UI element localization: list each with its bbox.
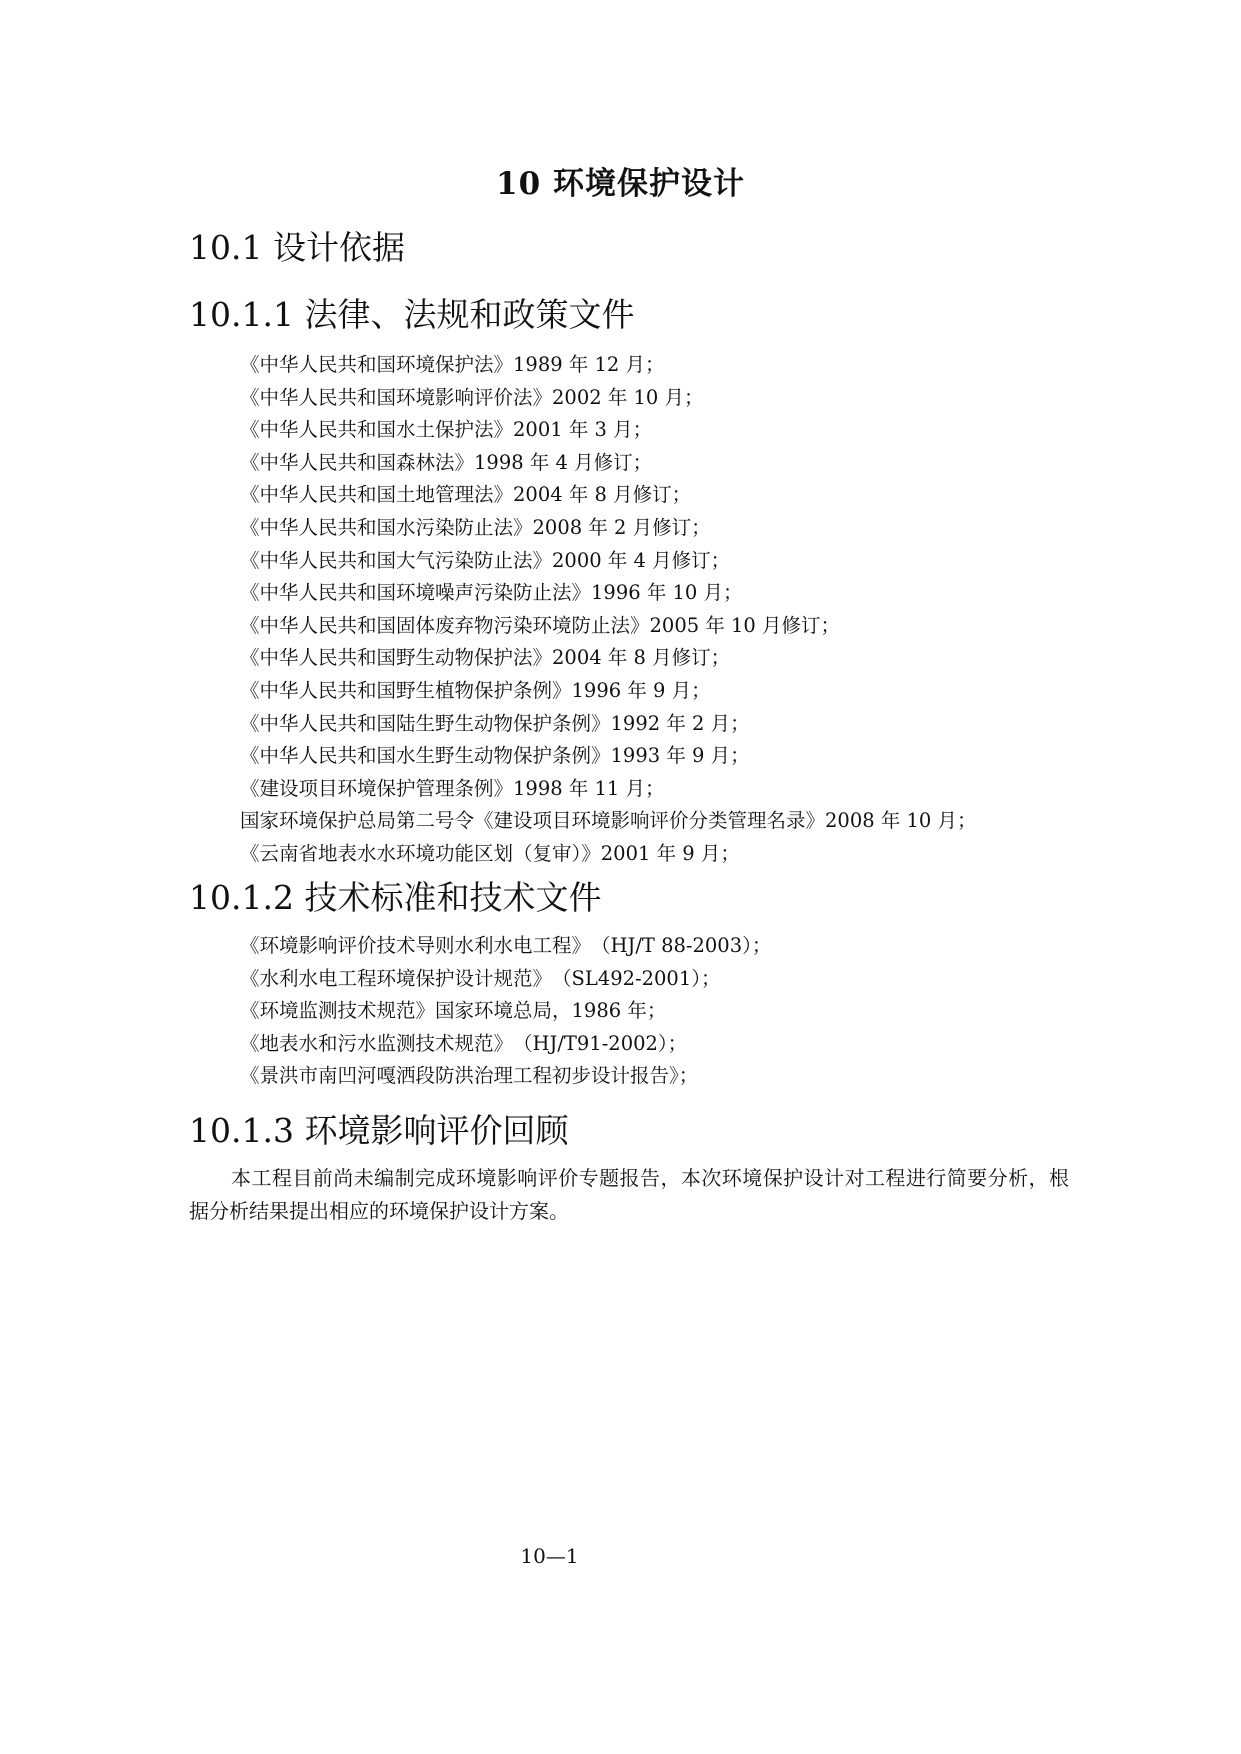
list-item: 《中华人民共和国水生野生动物保护条例》1993 年 9 月； [240,744,750,768]
list-item: 《中华人民共和国大气污染防止法》2000 年 4 月修订； [240,548,731,572]
list-item: 《地表水和污水监测技术规范》 （HJ/T91-2002）； [240,1031,688,1055]
section-heading-eia-review: 10.1.3 环境影响评价回顾 [189,1111,569,1150]
list-item: 《中华人民共和国森林法》1998 年 4 月修订； [240,450,653,474]
standards-list [240,930,771,1093]
list-item: 《中华人民共和国固体废弃物污染环境防止法》2005 年 10 月修订； [240,613,841,637]
review-paragraph: 本工程目前尚未编制完成环境影响评价专题报告，本次环境保护设计对工程进行简要分析，根据分析结果提出相应的环境保护设计方案。 [189,1166,1069,1223]
list-item: 《中华人民共和国野生植物保护条例》1996 年 9 月； [240,678,711,702]
list-item: 《水利水电工程环境保护设计规范》 （SL492-2001）； [240,966,721,990]
list-item: 《环境监测技术规范》国家环境总局，1986 年； [240,999,667,1023]
list-item: 《中华人民共和国土地管理法》2004 年 8 月修订； [240,483,692,507]
list-item: 《环境影响评价技术导则水利水电工程》 （HJ/T 88-2003）； [240,934,772,957]
list-item: 《云南省地表水水环境功能区划（复审）》2001 年 9 月； [240,841,740,865]
section-heading-technical-standards: 10.1.2 技术标准和技术文件 [189,878,602,917]
list-item: 《中华人民共和国环境影响评价法》2002 年 10 月； [240,385,704,409]
laws-list [240,349,977,871]
list-item: 国家环境保护总局第二号令《建设项目环境影响评价分类管理名录》2008 年 10 月； [240,809,977,833]
list-item: 《中华人民共和国水污染防止法》2008 年 2 月修订； [240,515,711,539]
section-heading-laws-regulations: 10.1.1 法律、法规和政策文件 [189,295,635,334]
chapter-title: 10 环境保护设计 [496,166,745,202]
section-heading-design-basis: 10.1 设计依据 [189,228,405,267]
list-item: 《中华人民共和国野生动物保护法》2004 年 8 月修订； [240,646,731,670]
list-item: 《中华人民共和国环境保护法》1989 年 12 月； [240,353,665,376]
list-item: 《建设项目环境保护管理条例》1998 年 11 月； [240,776,665,800]
page-number: 10—1 [520,1544,579,1568]
list-item: 《中华人民共和国水土保护法》2001 年 3 月； [240,418,653,442]
list-item: 《中华人民共和国陆生野生动物保护条例》1992 年 2 月； [240,711,750,735]
list-item: 《中华人民共和国环境噪声污染防止法》1996 年 10 月； [240,581,743,605]
list-item: 《景洪市南凹河嘎洒段防洪治理工程初步设计报告》； [240,1064,699,1088]
